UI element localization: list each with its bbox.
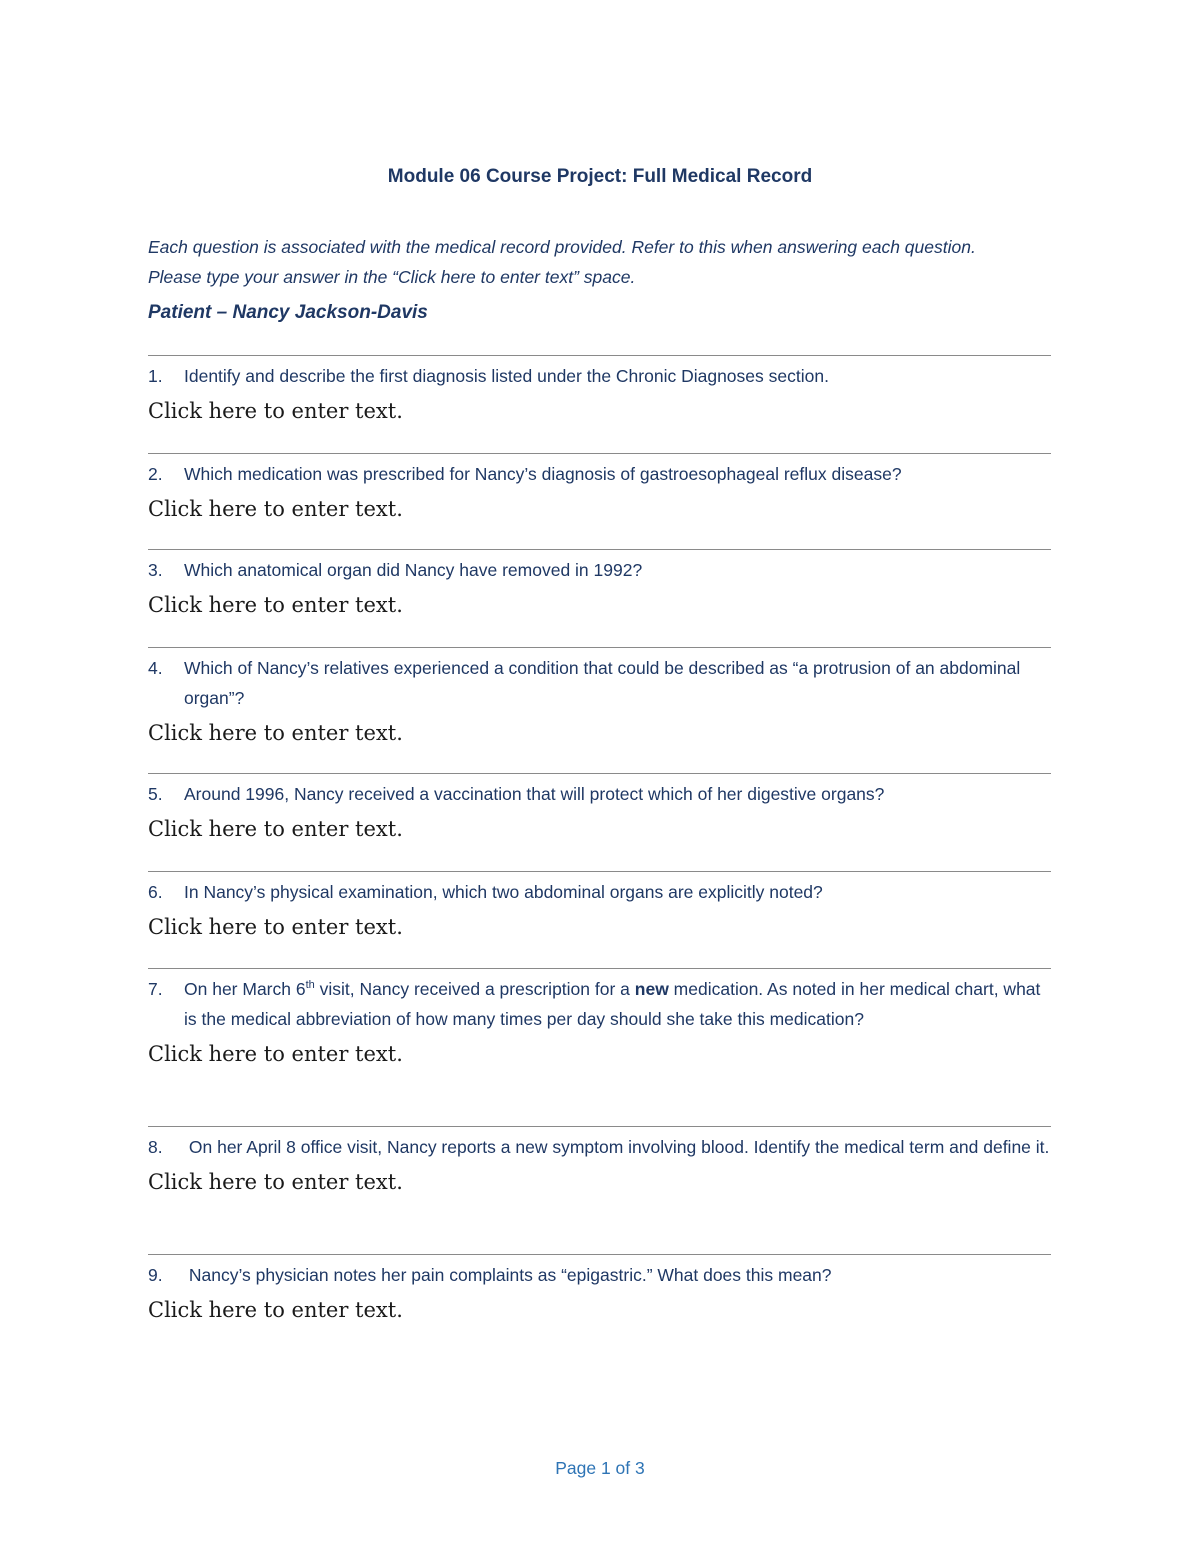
question-3	[148, 549, 1051, 617]
question-text: In Nancy’s physical examination, which two abdominal organs are explicitly noted?	[184, 882, 823, 902]
question-number: 5.	[148, 784, 163, 804]
question-number: 2.	[148, 464, 163, 484]
answer-field[interactable]: Click here to enter text.	[148, 399, 403, 423]
answer-field[interactable]: Click here to enter text.	[148, 497, 403, 521]
answer-field[interactable]: Click here to enter text.	[148, 1042, 403, 1066]
answer-field[interactable]: Click here to enter text.	[148, 593, 403, 617]
question-number: 1.	[148, 366, 163, 386]
question-6	[148, 871, 1051, 939]
answer-field[interactable]: Click here to enter text.	[148, 1298, 403, 1322]
document-title: Module 06 Course Project: Full Medical Record	[387, 166, 813, 187]
answer-field[interactable]: Click here to enter text.	[148, 1170, 403, 1194]
instructions: Each question is associated with the medical record provided. Refer to this when answering each question. Please type your answer in the “Click here to enter text” space.	[148, 237, 976, 287]
question-2	[148, 453, 1051, 521]
question-number: 8.	[148, 1137, 163, 1157]
page-footer: Page 1 of 3	[555, 1458, 645, 1478]
answer-field[interactable]: Click here to enter text.	[148, 721, 403, 745]
question-text: Which medication was prescribed for Nancy’s diagnosis of gastroesophageal reflux disease?	[184, 464, 902, 484]
question-number: 9.	[148, 1265, 163, 1285]
question-number: 3.	[148, 560, 163, 580]
question-text: Around 1996, Nancy received a vaccination that will protect which of her digestive organs?	[184, 784, 885, 804]
question-7	[148, 968, 1051, 1066]
question-number: 4.	[148, 658, 163, 678]
question-1	[148, 355, 1051, 423]
question-5	[148, 773, 1051, 841]
question-8	[148, 1126, 1051, 1194]
answer-field[interactable]: Click here to enter text.	[148, 915, 403, 939]
emphasis-word: new	[634, 979, 669, 999]
question-9	[148, 1254, 1051, 1322]
question-text-part: visit, Nancy received a prescription for a	[314, 979, 635, 999]
question-number: 6.	[148, 882, 163, 902]
question-text	[184, 974, 1051, 1034]
ordinal-suffix: th	[305, 979, 315, 992]
question-text-part: medication. As noted in her medical chart, what is the medical abbreviation of how many times per day should she take this medication?	[184, 979, 1041, 1029]
question-text: Nancy’s physician notes her pain complaints as “epigastric.” What does this mean?	[184, 1265, 832, 1285]
question-text: Identify and describe the first diagnosis listed under the Chronic Diagnoses section.	[184, 366, 829, 386]
question-4	[148, 647, 1051, 745]
patient-heading: Patient – Nancy Jackson-Davis	[148, 302, 428, 323]
answer-field[interactable]: Click here to enter text.	[148, 817, 403, 841]
question-text: On her April 8 office visit, Nancy reports a new symptom involving blood. Identify the medical term and define it.	[184, 1137, 1050, 1157]
question-text: Which anatomical organ did Nancy have removed in 1992?	[184, 560, 643, 580]
question-text-part: On her March 6	[184, 979, 306, 999]
question-text: Which of Nancy’s relatives experienced a condition that could be described as “a protrusion of an abdominal organ”?	[184, 658, 1021, 708]
question-number: 7.	[148, 979, 163, 999]
